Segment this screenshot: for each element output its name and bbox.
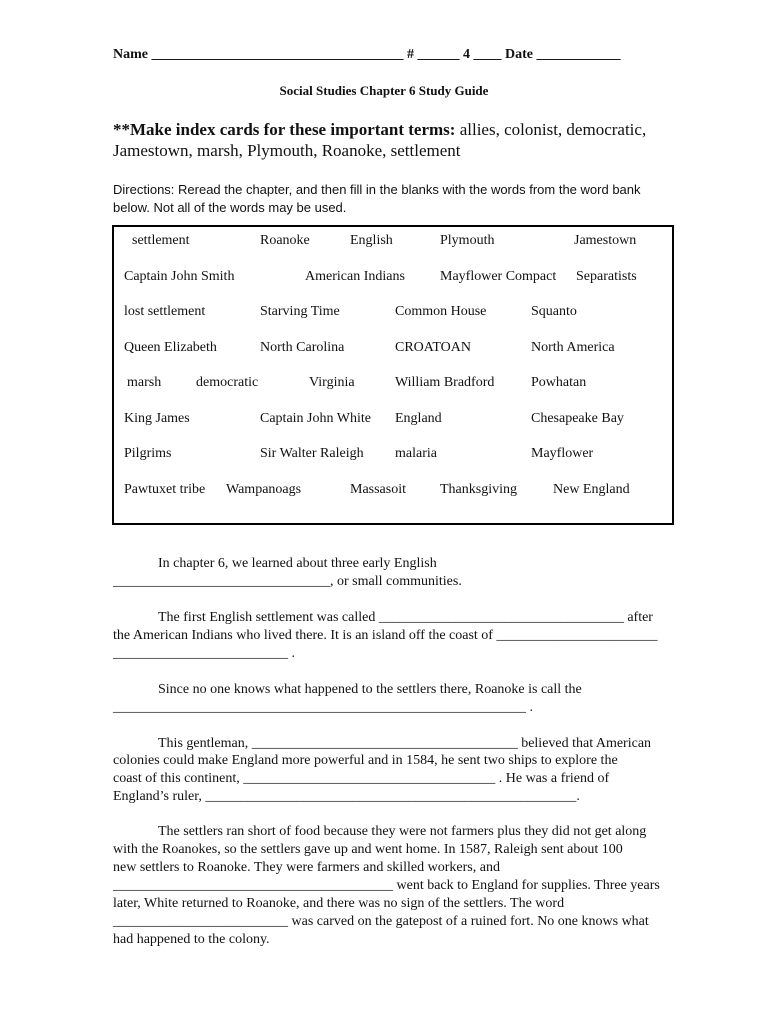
word-bank-item: England — [395, 411, 442, 426]
terms-line-2: Jamestown, marsh, Plymouth, Roanoke, settlement — [113, 141, 461, 160]
word-bank-item: English — [350, 233, 393, 248]
word-bank-item: Roanoke — [260, 233, 310, 248]
word-bank-item: Mayflower — [531, 446, 594, 461]
word-bank-item: Virginia — [309, 375, 355, 390]
word-bank-item: American Indians — [305, 269, 405, 284]
word-bank-item: Common House — [395, 304, 487, 319]
terms-lead: **Make index cards for these important terms: — [113, 120, 456, 139]
word-bank-item: North America — [531, 340, 615, 355]
paragraph-4-line-3: coast of this continent, ____________________________________ . He was a friend of — [113, 771, 610, 786]
word-bank-item: Chesapeake Bay — [531, 411, 624, 426]
paragraph-5-line-1: The settlers ran short of food because they were not farmers plus they did not get along — [158, 824, 647, 839]
word-bank-item: North Carolina — [260, 340, 345, 355]
word-bank-item: Thanksgiving — [440, 482, 517, 497]
word-bank-item: Powhatan — [531, 375, 587, 390]
word-bank-item: CROATOAN — [395, 340, 471, 355]
terms-list-part-1: allies, colonist, democratic, — [455, 120, 647, 139]
word-bank-item: William Bradford — [395, 375, 495, 390]
page-title: Social Studies Chapter 6 Study Guide — [279, 83, 489, 98]
word-bank-item: Sir Walter Raleigh — [260, 446, 364, 461]
word-bank-item: Mayflower Compact — [440, 269, 557, 284]
word-bank — [112, 225, 674, 525]
word-bank-item: Pawtuxet tribe — [124, 482, 206, 497]
word-bank-item: Captain John White — [260, 411, 371, 426]
paragraph-5-line-5: later, White returned to Roanoke, and there was no sign of the settlers. The word — [113, 896, 565, 911]
word-bank-item: Separatists — [576, 269, 637, 284]
word-bank-item: Plymouth — [440, 233, 495, 248]
paragraph-5-line-6: _________________________ was carved on the gatepost of a ruined fort. No one knows what — [113, 914, 649, 929]
word-bank-item: Starving Time — [260, 304, 340, 319]
word-bank-item: Jamestown — [574, 233, 637, 248]
paragraph-2-line-3: _________________________ . — [113, 646, 295, 661]
word-bank-item: Wampanoags — [226, 482, 302, 497]
word-bank-item: marsh — [127, 375, 162, 390]
word-bank-item: New England — [553, 482, 630, 497]
word-bank-item: lost settlement — [124, 304, 206, 319]
word-bank-item: settlement — [132, 233, 190, 248]
paragraph-4-line-1: This gentleman, ______________________________________ believed that American — [158, 736, 652, 751]
paragraph-2-line-1: The first English settlement was called ___________________________________ after — [158, 610, 653, 625]
directions-line-2: below. Not all of the words may be used. — [113, 200, 347, 215]
paragraph-5-line-2: with the Roanokes, so the settlers gave up and went home. In 1587, Raleigh sent about 100 — [113, 842, 623, 857]
paragraph-2-line-2: the American Indians who lived there. It is an island off the coast of _______________________ — [113, 628, 658, 643]
word-bank-item: Pilgrims — [124, 446, 172, 461]
header-line: Name ____________________________________ # ______ 4 ____ Date ____________ — [113, 47, 621, 62]
directions-line-1: Directions: Reread the chapter, and then fill in the blanks with the words from the word bank — [113, 182, 641, 197]
word-bank-item: democratic — [196, 375, 259, 390]
word-bank-item: King James — [124, 411, 190, 426]
word-bank-item: Queen Elizabeth — [124, 340, 217, 355]
paragraph-4-line-2: colonies could make England more powerful and in 1584, he sent two ships to explore the — [113, 753, 618, 768]
word-bank-item: malaria — [395, 446, 437, 461]
word-bank-item: Squanto — [531, 304, 577, 319]
terms-line-1 — [113, 120, 646, 140]
paragraph-3-line-2: ___________________________________________________________ . — [113, 700, 533, 715]
paragraph-5-line-4: ________________________________________ went back to England for supplies. Three years — [113, 878, 660, 893]
paragraph-4-line-4: England’s ruler, _____________________________________________________. — [113, 789, 580, 804]
paragraph-3-line-1: Since no one knows what happened to the settlers there, Roanoke is call the — [158, 682, 582, 697]
paragraph-5-line-7: had happened to the colony. — [113, 932, 270, 947]
paragraph-1-line-2: _______________________________, or small communities. — [113, 574, 462, 589]
paragraph-5-line-3: new settlers to Roanoke. They were farmers and skilled workers, and — [113, 860, 500, 875]
paragraph-1-line-1: In chapter 6, we learned about three early English — [158, 556, 437, 571]
word-bank-item: Massasoit — [350, 482, 406, 497]
word-bank-item: Captain John Smith — [124, 269, 235, 284]
